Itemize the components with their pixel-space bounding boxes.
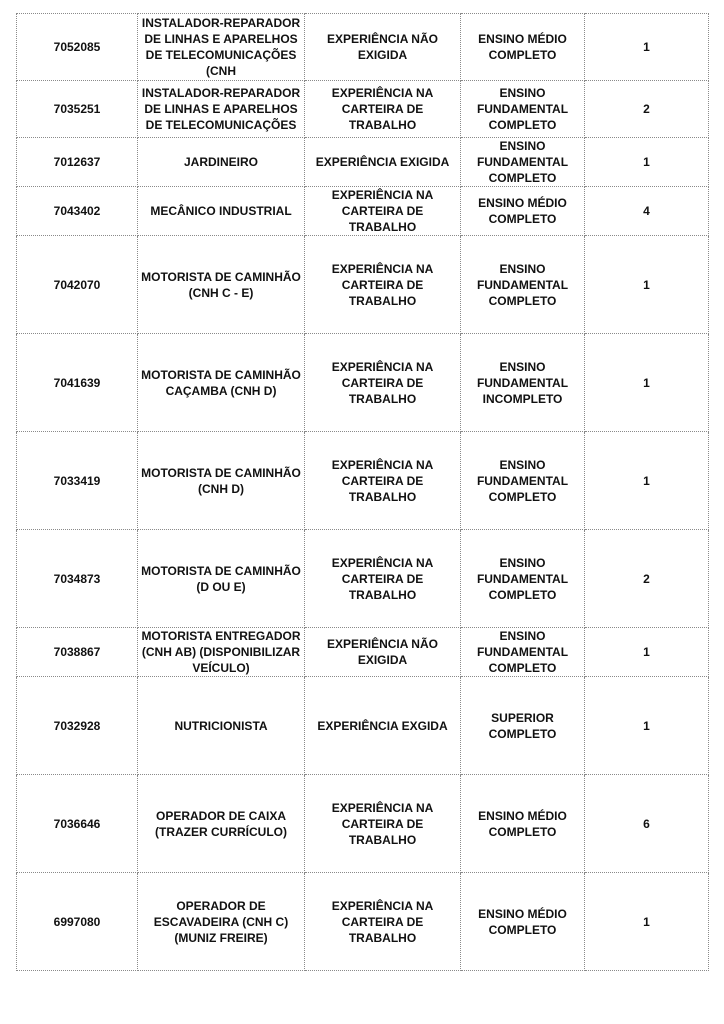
vacancy-quantity: 1 bbox=[585, 432, 709, 530]
table-row bbox=[17, 873, 709, 971]
vacancy-quantity: 2 bbox=[585, 81, 709, 138]
table-row bbox=[17, 236, 709, 334]
vacancy-quantity: 1 bbox=[585, 236, 709, 334]
education-requirement: ENSINO FUNDAMENTAL COMPLETO bbox=[461, 628, 585, 677]
experience-requirement: EXPERIÊNCIA NA CARTEIRA DE TRABALHO bbox=[305, 873, 461, 971]
job-title: INSTALADOR-REPARADOR DE LINHAS E APARELHOS DE TELECOMUNICAÇÕES (CNH bbox=[138, 14, 305, 81]
experience-requirement: EXPERIÊNCIA NA CARTEIRA DE TRABALHO bbox=[305, 775, 461, 873]
job-title: NUTRICIONISTA bbox=[138, 677, 305, 775]
education-requirement: ENSINO FUNDAMENTAL INCOMPLETO bbox=[461, 334, 585, 432]
education-requirement: ENSINO FUNDAMENTAL COMPLETO bbox=[461, 236, 585, 334]
vacancy-quantity: 1 bbox=[585, 873, 709, 971]
vacancy-code: 7038867 bbox=[17, 628, 138, 677]
experience-requirement: EXPERIÊNCIA NÃO EXIGIDA bbox=[305, 628, 461, 677]
vacancy-quantity: 1 bbox=[585, 334, 709, 432]
vacancy-code: 7012637 bbox=[17, 138, 138, 187]
table-row bbox=[17, 775, 709, 873]
table-row bbox=[17, 677, 709, 775]
experience-requirement: EXPERIÊNCIA NA CARTEIRA DE TRABALHO bbox=[305, 334, 461, 432]
experience-requirement: EXPERIÊNCIA NA CARTEIRA DE TRABALHO bbox=[305, 530, 461, 628]
table-body bbox=[17, 14, 709, 971]
experience-requirement: EXPERIÊNCIA EXIGIDA bbox=[305, 138, 461, 187]
vacancy-code: 6997080 bbox=[17, 873, 138, 971]
education-requirement: ENSINO MÉDIO COMPLETO bbox=[461, 187, 585, 236]
vacancy-quantity: 1 bbox=[585, 14, 709, 81]
education-requirement: ENSINO FUNDAMENTAL COMPLETO bbox=[461, 530, 585, 628]
table-row bbox=[17, 187, 709, 236]
job-title: OPERADOR DE CAIXA (TRAZER CURRÍCULO) bbox=[138, 775, 305, 873]
job-title: MOTORISTA ENTREGADOR (CNH AB) (DISPONIBILIZAR VEÍCULO) bbox=[138, 628, 305, 677]
vacancy-code: 7052085 bbox=[17, 14, 138, 81]
job-title: MECÂNICO INDUSTRIAL bbox=[138, 187, 305, 236]
experience-requirement: EXPERIÊNCIA NA CARTEIRA DE TRABALHO bbox=[305, 81, 461, 138]
education-requirement: SUPERIOR COMPLETO bbox=[461, 677, 585, 775]
vacancy-quantity: 6 bbox=[585, 775, 709, 873]
vacancy-quantity: 1 bbox=[585, 628, 709, 677]
job-title: OPERADOR DE ESCAVADEIRA (CNH C) (MUNIZ FREIRE) bbox=[138, 873, 305, 971]
table-row bbox=[17, 14, 709, 81]
job-title: INSTALADOR-REPARADOR DE LINHAS E APARELHOS DE TELECOMUNICAÇÕES bbox=[138, 81, 305, 138]
table-row bbox=[17, 530, 709, 628]
education-requirement: ENSINO MÉDIO COMPLETO bbox=[461, 873, 585, 971]
vacancy-code: 7032928 bbox=[17, 677, 138, 775]
vacancy-code: 7043402 bbox=[17, 187, 138, 236]
vacancy-code: 7036646 bbox=[17, 775, 138, 873]
vacancy-code: 7042070 bbox=[17, 236, 138, 334]
vacancy-code: 7033419 bbox=[17, 432, 138, 530]
job-title: MOTORISTA DE CAMINHÃO CAÇAMBA (CNH D) bbox=[138, 334, 305, 432]
job-title: MOTORISTA DE CAMINHÃO (CNH D) bbox=[138, 432, 305, 530]
vacancy-quantity: 1 bbox=[585, 138, 709, 187]
vacancy-code: 7034873 bbox=[17, 530, 138, 628]
vacancy-quantity: 2 bbox=[585, 530, 709, 628]
vacancy-quantity: 1 bbox=[585, 677, 709, 775]
vacancy-quantity: 4 bbox=[585, 187, 709, 236]
vacancy-code: 7041639 bbox=[17, 334, 138, 432]
table-row bbox=[17, 432, 709, 530]
experience-requirement: EXPERIÊNCIA NA CARTEIRA DE TRABALHO bbox=[305, 236, 461, 334]
education-requirement: ENSINO FUNDAMENTAL COMPLETO bbox=[461, 138, 585, 187]
education-requirement: ENSINO FUNDAMENTAL COMPLETO bbox=[461, 432, 585, 530]
table-row bbox=[17, 138, 709, 187]
education-requirement: ENSINO FUNDAMENTAL COMPLETO bbox=[461, 81, 585, 138]
table-row bbox=[17, 334, 709, 432]
experience-requirement: EXPERIÊNCIA NA CARTEIRA DE TRABALHO bbox=[305, 187, 461, 236]
job-title: MOTORISTA DE CAMINHÃO (D OU E) bbox=[138, 530, 305, 628]
experience-requirement: EXPERIÊNCIA NA CARTEIRA DE TRABALHO bbox=[305, 432, 461, 530]
table-row bbox=[17, 81, 709, 138]
job-title: MOTORISTA DE CAMINHÃO (CNH C - E) bbox=[138, 236, 305, 334]
table-row bbox=[17, 628, 709, 677]
education-requirement: ENSINO MÉDIO COMPLETO bbox=[461, 775, 585, 873]
job-title: JARDINEIRO bbox=[138, 138, 305, 187]
job-vacancies-table bbox=[16, 13, 709, 971]
education-requirement: ENSINO MÉDIO COMPLETO bbox=[461, 14, 585, 81]
experience-requirement: EXPERIÊNCIA NÃO EXIGIDA bbox=[305, 14, 461, 81]
experience-requirement: EXPERIÊNCIA EXGIDA bbox=[305, 677, 461, 775]
vacancy-code: 7035251 bbox=[17, 81, 138, 138]
